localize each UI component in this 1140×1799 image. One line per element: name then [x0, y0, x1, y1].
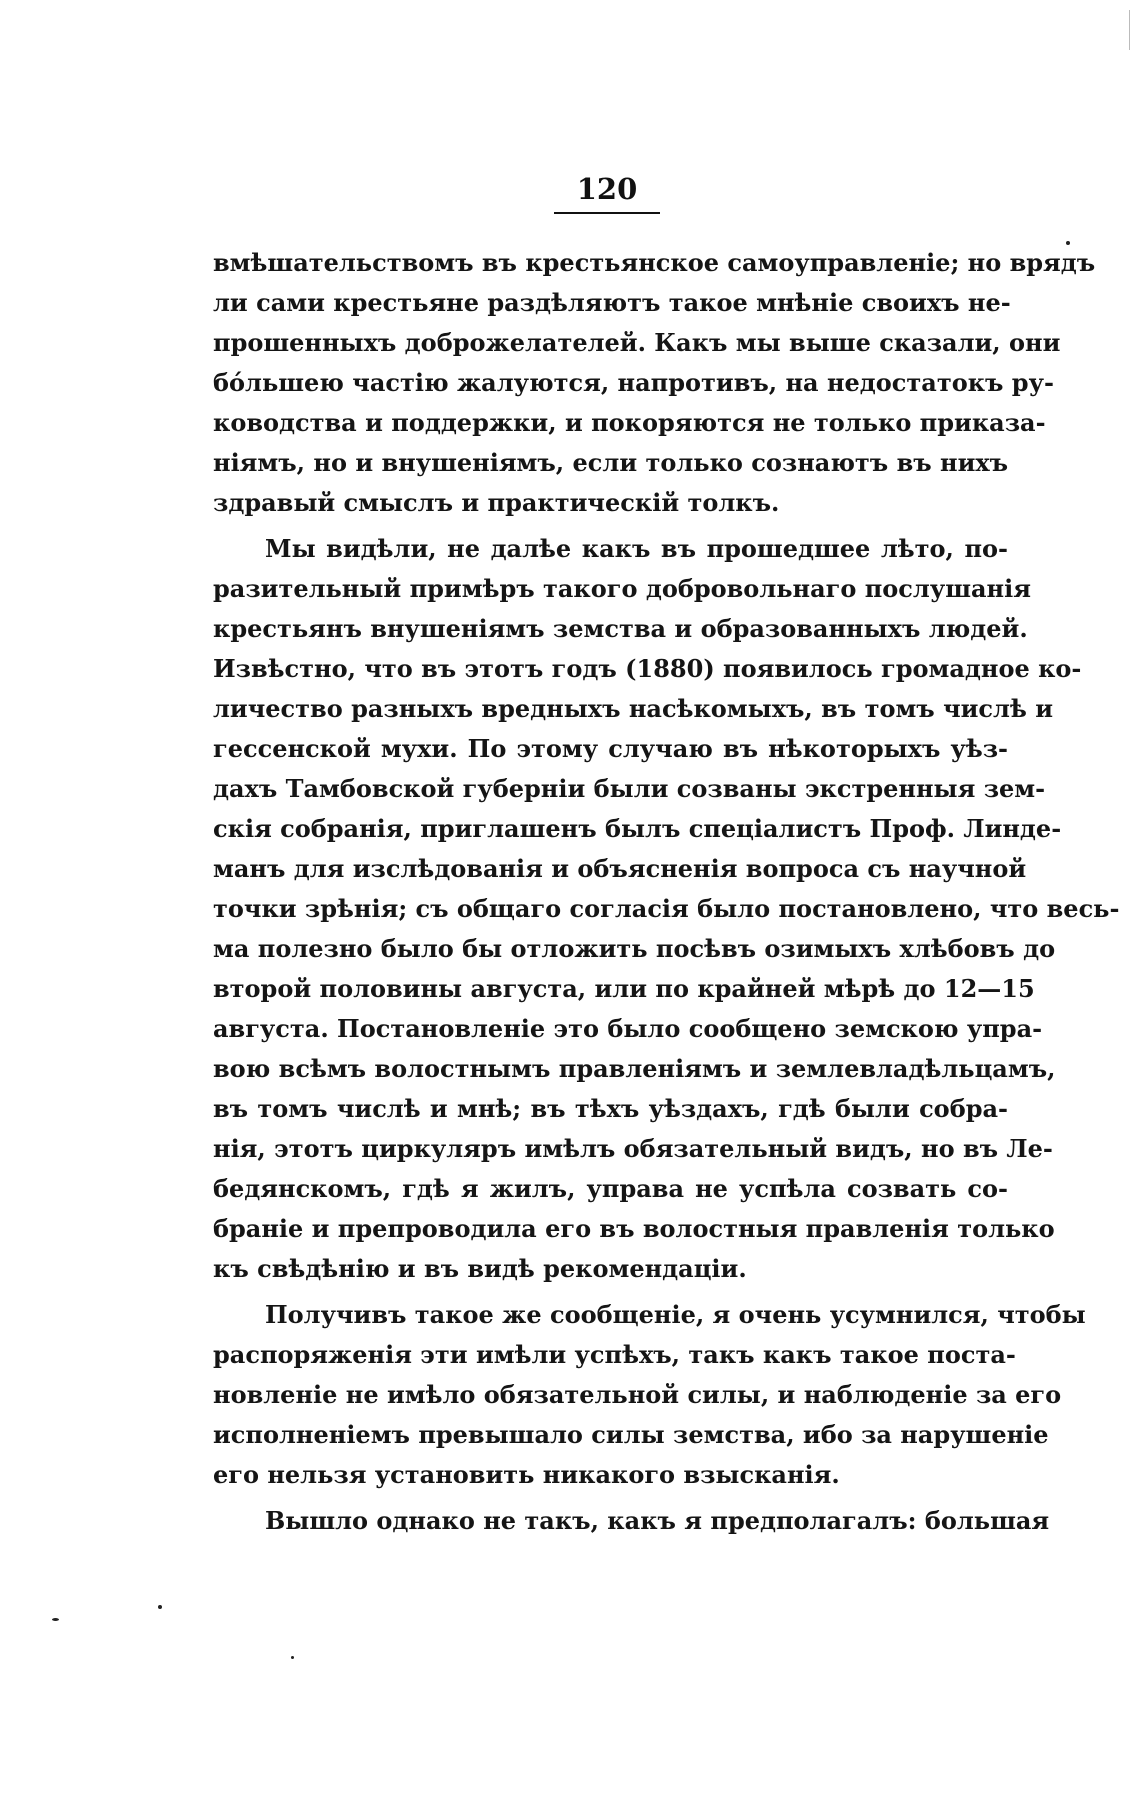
text-line: исполненіемъ превышало силы земства, ибо за нарушеніе: [213, 1420, 1049, 1449]
text-line: въ томъ числѣ и мнѣ; въ тѣхъ уѣздахъ, гдѣ были собра-: [213, 1094, 1008, 1123]
scan-page-edge: [1125, 10, 1130, 50]
text-line: къ свѣдѣнію и въ видѣ рекомендаціи.: [213, 1254, 747, 1283]
text-line: ма полезно было бы отложить посѣвъ озимыхъ хлѣбовъ до: [213, 934, 1056, 963]
text-line: ли сами крестьяне раздѣляютъ такое мнѣніе своихъ не-: [213, 288, 1011, 317]
text-line: дахъ Тамбовской губерніи были созваны экстренныя зем-: [213, 774, 1046, 803]
scan-speck: [158, 1605, 162, 1609]
paragraph: [213, 243, 1096, 523]
text-line: скія собранія, приглашенъ былъ спеціалистъ Проф. Линде-: [213, 814, 1062, 843]
paragraph: [213, 1501, 1050, 1541]
scan-speck: [291, 1656, 294, 1659]
text-line: точки зрѣнія; съ общаго согласія было постановлено, что весь-: [213, 894, 1120, 923]
text-line: разительный примѣръ такого добровольнаго послушанія: [213, 574, 1031, 603]
text-line: Мы видѣли, не далѣе какъ въ прошедшее лѣто, по-: [265, 534, 1008, 563]
text-line: здравый смыслъ и практическій толкъ.: [213, 488, 780, 517]
text-line: вою всѣмъ волостнымъ правленіямъ и землевладѣльцамъ,: [213, 1054, 1056, 1083]
text-line: новленіе не имѣло обязательной силы, и наблюденіе за его: [213, 1380, 1062, 1409]
scan-speck: [52, 1618, 59, 1621]
page-number: 120: [576, 172, 638, 206]
text-line: гессенской мухи. По этому случаю въ нѣкоторыхъ уѣз-: [213, 734, 1008, 763]
text-line: крестьянъ внушеніямъ земства и образованныхъ людей.: [213, 614, 1028, 643]
text-line: вмѣшательствомъ въ крестьянское самоуправленіе; но врядъ: [213, 248, 1096, 277]
text-line: бедянскомъ, гдѣ я жилъ, управа не успѣла созвать со-: [213, 1174, 1008, 1203]
text-line: Извѣстно, что въ этотъ годъ (1880) появилось громадное ко-: [213, 654, 1082, 683]
text-line: браніе и препроводила его въ волостныя правленія только: [213, 1214, 1055, 1243]
text-line: второй половины августа, или по крайней мѣрѣ до 12—15: [213, 974, 1035, 1003]
text-line: прошенныхъ доброжелателей. Какъ мы выше сказали, они: [213, 328, 1061, 357]
text-line: Вышло однако не такъ, какъ я предполагалъ: большая: [265, 1506, 1050, 1535]
text-line: нія, этотъ циркуляръ имѣлъ обязательный видъ, но въ Ле-: [213, 1134, 1053, 1163]
scan-speck: [1066, 241, 1070, 245]
text-line: Получивъ такое же сообщеніе, я очень усумнился, чтобы: [265, 1300, 1086, 1329]
text-line: бóльшею частію жалуются, напротивъ, на недостатокъ ру-: [213, 368, 1054, 397]
text-line: распоряженія эти имѣли успѣхъ, такъ какъ такое поста-: [213, 1340, 1016, 1369]
paragraph: [213, 1295, 1086, 1495]
text-line: августа. Постановленіе это было сообщено земскою упра-: [213, 1014, 1043, 1043]
text-line: манъ для изслѣдованія и объясненія вопроса съ научной: [213, 854, 1027, 883]
paragraph: [213, 529, 1120, 1289]
page-number-rule: [554, 212, 660, 214]
body-text: [213, 243, 1120, 1541]
text-line: ководства и поддержки, и покоряются не только приказа-: [213, 408, 1046, 437]
text-line: личество разныхъ вредныхъ насѣкомыхъ, въ томъ числѣ и: [213, 694, 1053, 723]
text-line: его нельзя установить никакого взысканія.: [213, 1460, 840, 1489]
text-line: ніямъ, но и внушеніямъ, если только сознаютъ въ нихъ: [213, 448, 1009, 477]
